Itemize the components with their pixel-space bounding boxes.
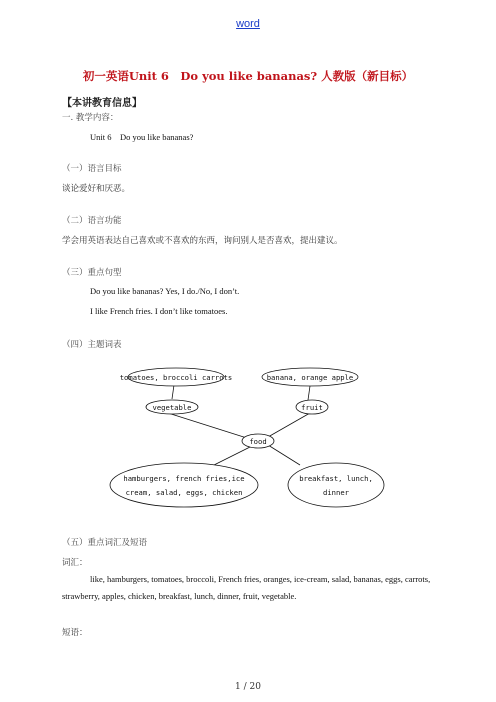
line-fruit-food — [268, 413, 310, 437]
bottom-right-line2: dinner — [323, 488, 349, 497]
fruit-label: fruit — [301, 403, 323, 412]
sub3-line2: I like French fries. I don’t like tomatoes. — [90, 306, 228, 316]
phrase-label: 短语： — [62, 628, 88, 638]
left-top-box-text: tomatoes, broccoli carrots — [119, 373, 233, 382]
sub4-label: （四）主题词表 — [62, 340, 122, 350]
line-food-meals — [210, 447, 250, 467]
vegetable-label: vegetable — [152, 403, 192, 412]
sub2-label: （二）语言功能 — [62, 216, 122, 226]
header-link[interactable]: word — [236, 18, 260, 30]
page-title: 初一英语Unit 6 Do you like bananas? 人教版（新目标） — [82, 69, 414, 83]
page-number: 1 / 20 — [235, 682, 261, 692]
section1-content: Unit 6 Do you like bananas? — [90, 132, 194, 142]
sub1-content: 谈论爱好和厌恶。 — [62, 184, 131, 194]
bottom-right-ellipse — [288, 463, 384, 507]
sub5-label: （五）重点词汇及短语 — [62, 538, 148, 548]
right-top-box-text: banana, orange apple — [266, 373, 354, 382]
word-web-diagram — [100, 355, 400, 515]
info-heading: 【本讲教育信息】 — [62, 98, 142, 109]
vocab-label: 词汇： — [62, 558, 88, 568]
line-food-bottom-right — [268, 445, 300, 465]
bottom-right-line1: breakfast, lunch, — [299, 474, 373, 483]
sub1-label: （一）语言目标 — [62, 164, 122, 174]
bottom-left-ellipse — [110, 463, 258, 507]
sub2-content: 学会用英语表达自己喜欢或不喜欢的东西，询问别人是否喜欢，提出建议。 — [62, 236, 343, 246]
sub3-label: （三）重点句型 — [62, 268, 122, 278]
line-vegetable-food — [168, 413, 250, 439]
bottom-left-line2: cream, salad, eggs, chicken — [125, 488, 243, 497]
section1-label: 一. 教学内容： — [62, 113, 119, 123]
food-label: food — [249, 437, 267, 446]
bottom-left-line1: hamburgers, french fries,ice — [123, 474, 245, 483]
sub3-line1: Do you like bananas? Yes, I do./No, I don’t. — [90, 286, 240, 296]
line-fruit-box — [308, 386, 310, 400]
line-vegetable-box — [172, 385, 174, 399]
vocab-list: like, hamburgers, tomatoes, broccoli, French fries, oranges, ice-cream, salad, bananas, eggs, carrots, strawberry, apples, chicken, breakfast, lunch, dinner, fruit, vegetable. — [62, 574, 431, 601]
